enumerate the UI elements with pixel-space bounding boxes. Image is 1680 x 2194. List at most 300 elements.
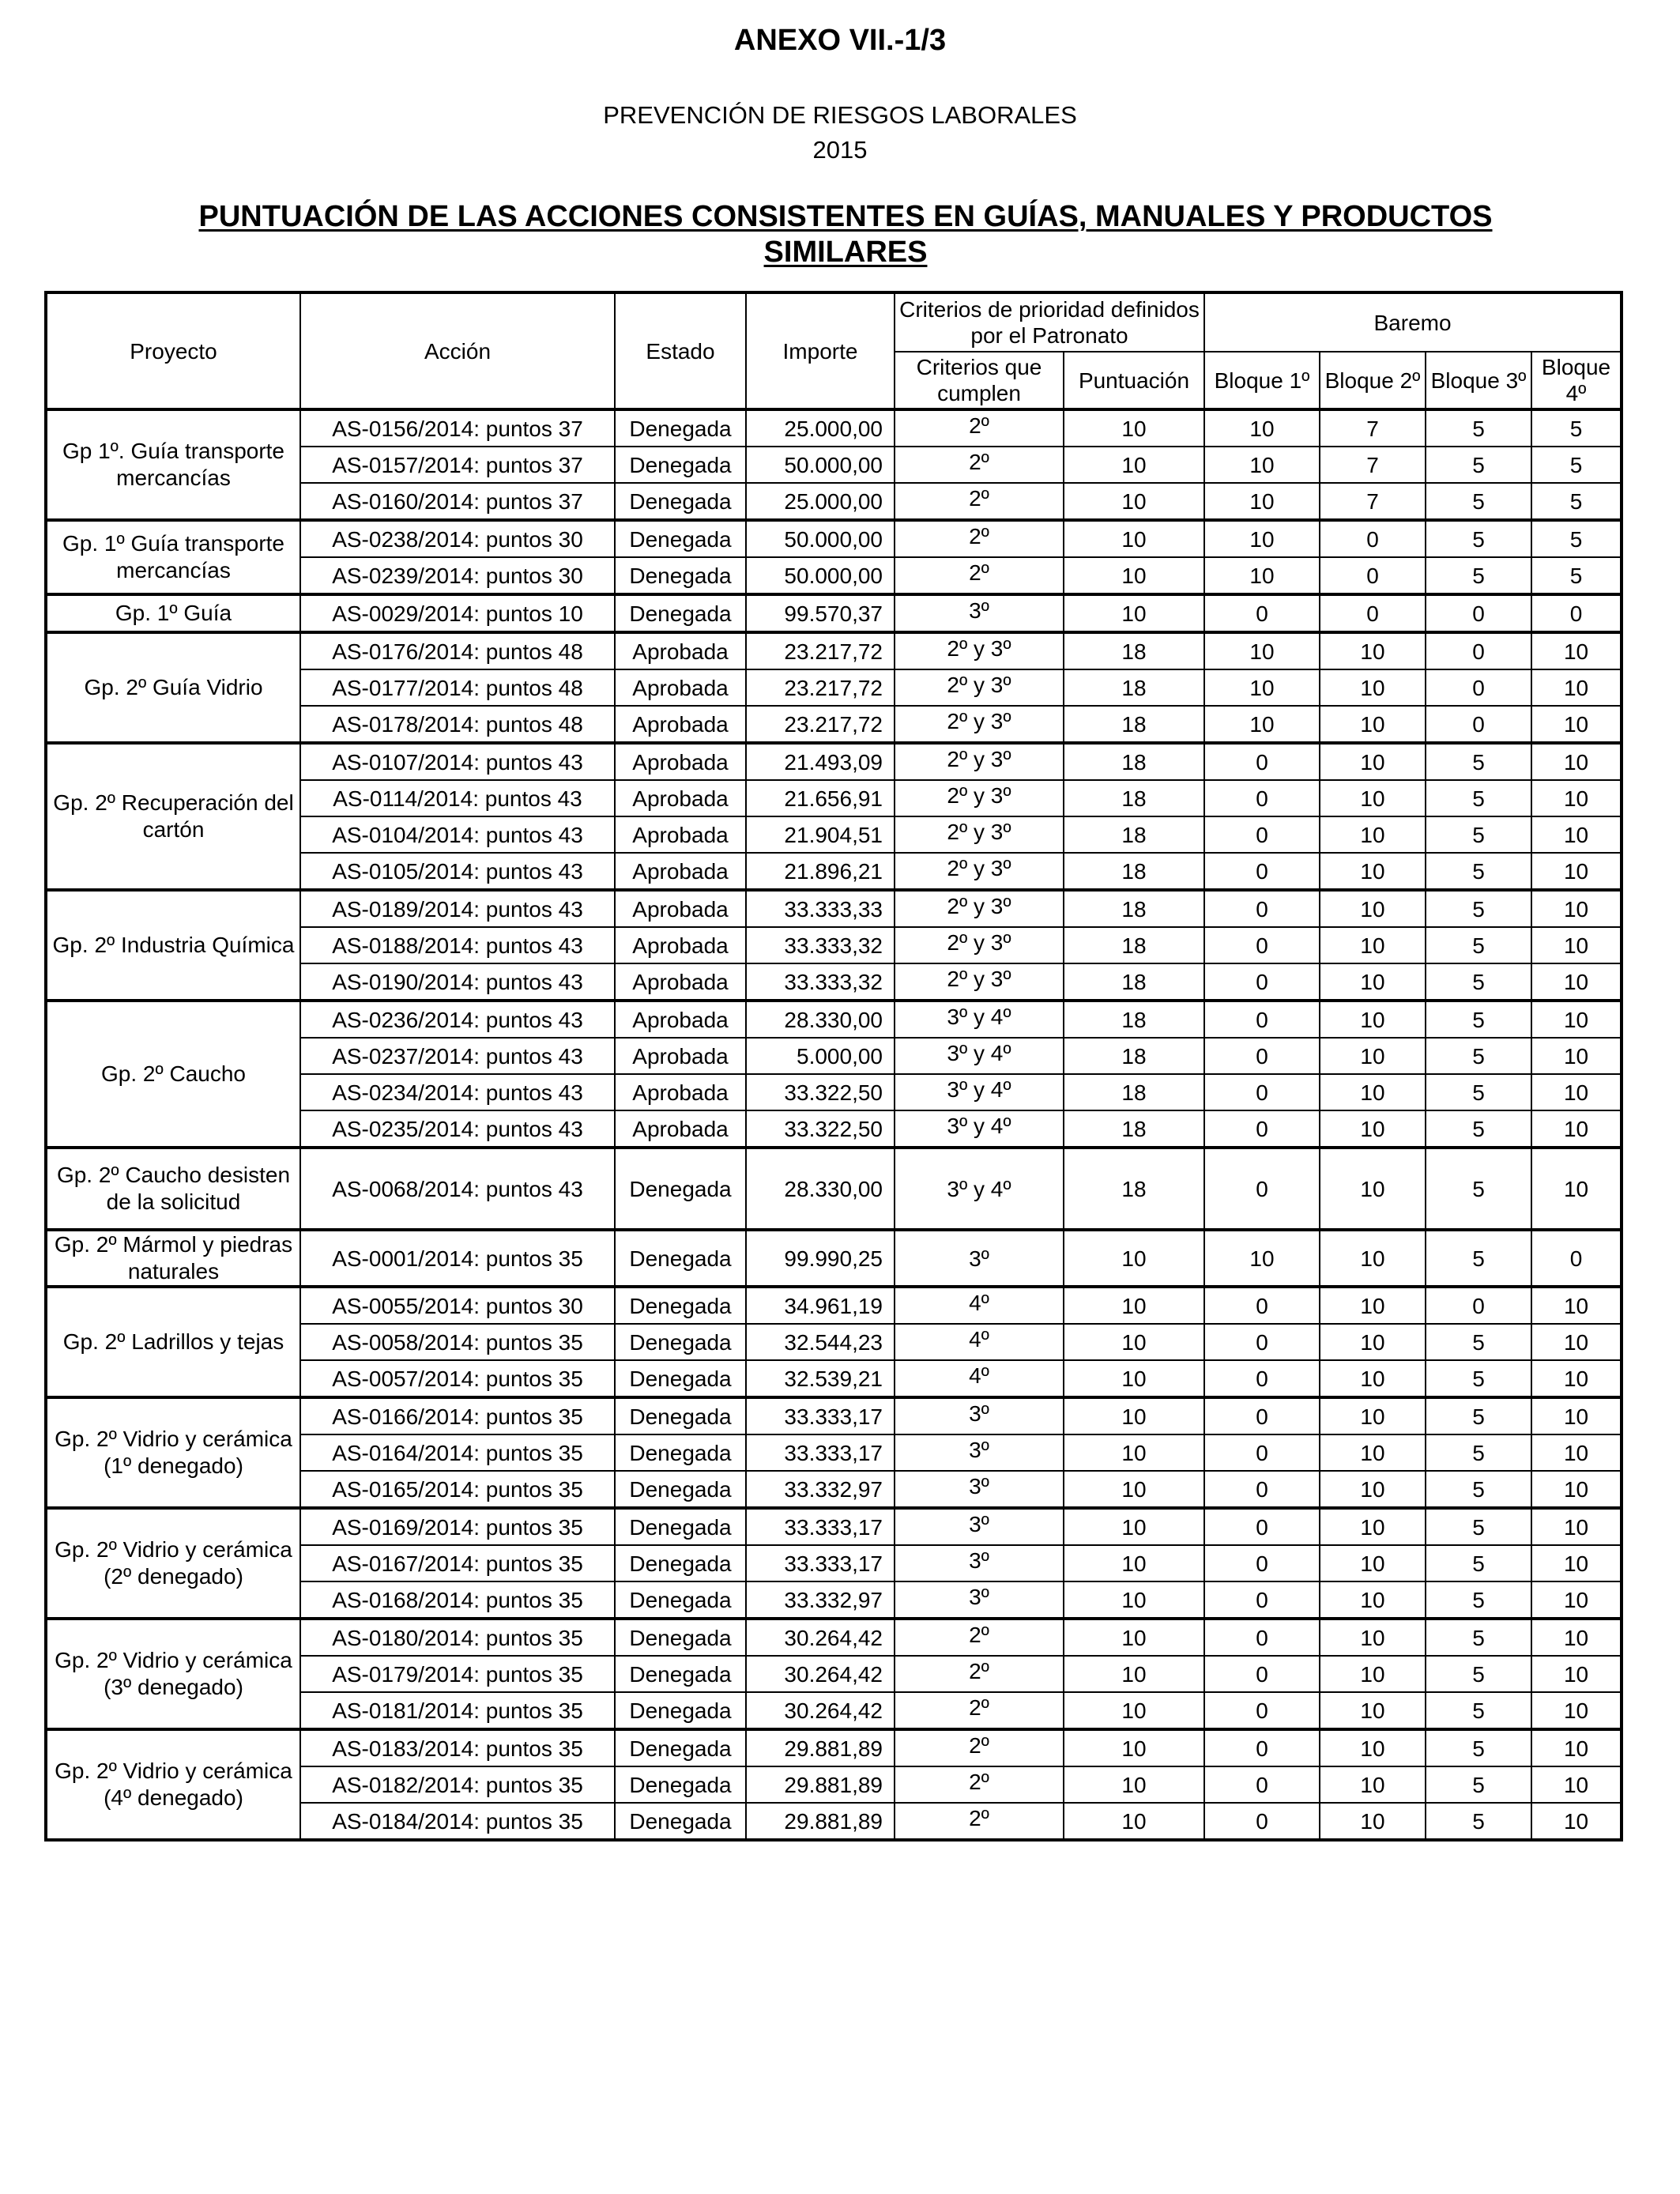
table-row: [46, 520, 1622, 557]
cell-importe: 33.333,32: [746, 927, 895, 963]
cell-importe: 25.000,00: [746, 483, 895, 520]
cell-bloque-4: 5: [1531, 520, 1622, 557]
cell-accion: AS-0157/2014: puntos 37: [300, 447, 615, 483]
cell-bloque-1: 0: [1204, 816, 1320, 853]
cell-criterios: 2º y 3º: [895, 669, 1064, 706]
cell-bloque-3: 5: [1426, 1692, 1531, 1729]
cell-bloque-1: 10: [1204, 520, 1320, 557]
cell-criterios: 2º y 3º: [895, 743, 1064, 780]
cell-importe: 29.881,89: [746, 1729, 895, 1766]
cell-estado: Aprobada: [615, 743, 746, 780]
header-criterios-group: Criterios de prioridad definidos por el Patronato: [895, 292, 1204, 352]
cell-bloque-1: 0: [1204, 1508, 1320, 1545]
cell-accion: AS-0156/2014: puntos 37: [300, 409, 615, 447]
cell-bloque-2: 10: [1320, 1287, 1426, 1324]
table-row: [46, 632, 1622, 669]
cell-importe: 30.264,42: [746, 1619, 895, 1656]
cell-bloque-3: 5: [1426, 1434, 1531, 1471]
cell-bloque-4: 10: [1531, 1434, 1622, 1471]
cell-bloque-3: 5: [1426, 1074, 1531, 1110]
cell-importe: 33.333,17: [746, 1508, 895, 1545]
cell-bloque-3: 5: [1426, 1656, 1531, 1692]
cell-bloque-3: 5: [1426, 1110, 1531, 1148]
cell-bloque-2: 10: [1320, 1803, 1426, 1840]
cell-puntuacion: 10: [1064, 1619, 1204, 1656]
cell-puntuacion: 10: [1064, 1324, 1204, 1360]
cell-proyecto: Gp. 2º Ladrillos y tejas: [46, 1287, 300, 1397]
cell-bloque-4: 10: [1531, 1581, 1622, 1619]
cell-importe: 50.000,00: [746, 557, 895, 594]
cell-bloque-3: 5: [1426, 483, 1531, 520]
cell-bloque-2: 10: [1320, 1001, 1426, 1038]
cell-bloque-2: 10: [1320, 890, 1426, 927]
cell-bloque-4: 10: [1531, 1508, 1622, 1545]
cell-importe: 21.493,09: [746, 743, 895, 780]
cell-bloque-2: 10: [1320, 1508, 1426, 1545]
cell-criterios: 2º: [895, 1803, 1064, 1840]
cell-bloque-1: 10: [1204, 706, 1320, 743]
cell-bloque-4: 0: [1531, 594, 1622, 632]
cell-bloque-1: 0: [1204, 963, 1320, 1001]
cell-criterios: 3º y 4º: [895, 1148, 1064, 1230]
cell-estado: Aprobada: [615, 1110, 746, 1148]
cell-criterios: 2º y 3º: [895, 963, 1064, 1001]
table-row: [46, 743, 1622, 780]
cell-accion: AS-0107/2014: puntos 43: [300, 743, 615, 780]
cell-accion: AS-0176/2014: puntos 48: [300, 632, 615, 669]
cell-estado: Denegada: [615, 1766, 746, 1803]
cell-estado: Denegada: [615, 1287, 746, 1324]
cell-bloque-3: 5: [1426, 1230, 1531, 1287]
cell-accion: AS-0178/2014: puntos 48: [300, 706, 615, 743]
cell-bloque-2: 10: [1320, 853, 1426, 890]
cell-accion: AS-0234/2014: puntos 43: [300, 1074, 615, 1110]
cell-bloque-1: 10: [1204, 669, 1320, 706]
cell-importe: 29.881,89: [746, 1803, 895, 1840]
cell-bloque-3: 5: [1426, 743, 1531, 780]
cell-bloque-4: 10: [1531, 853, 1622, 890]
cell-importe: 34.961,19: [746, 1287, 895, 1324]
cell-bloque-2: 10: [1320, 963, 1426, 1001]
cell-bloque-2: 10: [1320, 1148, 1426, 1230]
cell-puntuacion: 18: [1064, 780, 1204, 816]
cell-bloque-4: 10: [1531, 1397, 1622, 1434]
cell-estado: Aprobada: [615, 1038, 746, 1074]
cell-estado: Denegada: [615, 1324, 746, 1360]
cell-bloque-2: 10: [1320, 1038, 1426, 1074]
cell-estado: Denegada: [615, 1434, 746, 1471]
cell-bloque-1: 10: [1204, 447, 1320, 483]
cell-bloque-3: 5: [1426, 927, 1531, 963]
cell-bloque-1: 0: [1204, 594, 1320, 632]
cell-proyecto: Gp. 2º Recuperación del cartón: [46, 743, 300, 890]
cell-importe: 28.330,00: [746, 1148, 895, 1230]
cell-bloque-1: 0: [1204, 1471, 1320, 1508]
cell-accion: AS-0160/2014: puntos 37: [300, 483, 615, 520]
cell-estado: Denegada: [615, 1656, 746, 1692]
cell-bloque-3: 5: [1426, 1001, 1531, 1038]
cell-importe: 33.333,17: [746, 1545, 895, 1581]
cell-bloque-3: 5: [1426, 1545, 1531, 1581]
cell-importe: 33.333,17: [746, 1397, 895, 1434]
cell-bloque-3: 5: [1426, 447, 1531, 483]
cell-bloque-4: 10: [1531, 1766, 1622, 1803]
cell-criterios: 4º: [895, 1287, 1064, 1324]
cell-puntuacion: 10: [1064, 1581, 1204, 1619]
cell-importe: 32.544,23: [746, 1324, 895, 1360]
cell-bloque-4: 10: [1531, 1001, 1622, 1038]
cell-estado: Aprobada: [615, 1001, 746, 1038]
cell-accion: AS-0166/2014: puntos 35: [300, 1397, 615, 1434]
cell-criterios: 3º: [895, 1581, 1064, 1619]
cell-bloque-3: 5: [1426, 816, 1531, 853]
cell-accion: AS-0237/2014: puntos 43: [300, 1038, 615, 1074]
cell-importe: 5.000,00: [746, 1038, 895, 1074]
cell-accion: AS-0181/2014: puntos 35: [300, 1692, 615, 1729]
cell-criterios: 2º: [895, 1656, 1064, 1692]
cell-criterios: 3º y 4º: [895, 1038, 1064, 1074]
cell-bloque-4: 10: [1531, 1324, 1622, 1360]
cell-accion: AS-0105/2014: puntos 43: [300, 853, 615, 890]
cell-importe: 32.539,21: [746, 1360, 895, 1397]
cell-accion: AS-0165/2014: puntos 35: [300, 1471, 615, 1508]
cell-puntuacion: 10: [1064, 594, 1204, 632]
cell-bloque-3: 5: [1426, 890, 1531, 927]
cell-bloque-3: 5: [1426, 1803, 1531, 1840]
cell-criterios: 3º y 4º: [895, 1001, 1064, 1038]
cell-accion: AS-0169/2014: puntos 35: [300, 1508, 615, 1545]
cell-bloque-1: 0: [1204, 1148, 1320, 1230]
cell-estado: Denegada: [615, 1581, 746, 1619]
cell-bloque-1: 0: [1204, 1803, 1320, 1840]
cell-importe: 33.333,17: [746, 1434, 895, 1471]
annex-title: ANEXO VII.-1/3: [733, 24, 947, 57]
cell-puntuacion: 18: [1064, 1038, 1204, 1074]
cell-bloque-1: 0: [1204, 1692, 1320, 1729]
cell-estado: Aprobada: [615, 853, 746, 890]
cell-criterios: 3º: [895, 1230, 1064, 1287]
cell-importe: 33.332,97: [746, 1471, 895, 1508]
table-row: [46, 1397, 1622, 1434]
cell-accion: AS-0190/2014: puntos 43: [300, 963, 615, 1001]
cell-bloque-4: 10: [1531, 706, 1622, 743]
cell-bloque-1: 0: [1204, 890, 1320, 927]
cell-proyecto: Gp. 2º Industria Química: [46, 890, 300, 1001]
cell-bloque-1: 0: [1204, 1324, 1320, 1360]
cell-bloque-4: 5: [1531, 557, 1622, 594]
cell-estado: Aprobada: [615, 890, 746, 927]
cell-bloque-1: 0: [1204, 1360, 1320, 1397]
cell-bloque-4: 10: [1531, 1656, 1622, 1692]
cell-bloque-4: 10: [1531, 1074, 1622, 1110]
cell-puntuacion: 10: [1064, 483, 1204, 520]
cell-estado: Aprobada: [615, 927, 746, 963]
cell-accion: AS-0179/2014: puntos 35: [300, 1656, 615, 1692]
cell-bloque-4: 10: [1531, 743, 1622, 780]
cell-bloque-2: 10: [1320, 1545, 1426, 1581]
cell-estado: Aprobada: [615, 780, 746, 816]
cell-bloque-4: 10: [1531, 632, 1622, 669]
cell-bloque-4: 10: [1531, 669, 1622, 706]
table-row: [46, 409, 1622, 447]
cell-criterios: 4º: [895, 1324, 1064, 1360]
cell-bloque-2: 10: [1320, 1110, 1426, 1148]
cell-bloque-4: 10: [1531, 963, 1622, 1001]
cell-proyecto: Gp. 2º Guía Vidrio: [46, 632, 300, 743]
cell-accion: AS-0182/2014: puntos 35: [300, 1766, 615, 1803]
cell-accion: AS-0235/2014: puntos 43: [300, 1110, 615, 1148]
cell-bloque-3: 0: [1426, 669, 1531, 706]
cell-puntuacion: 18: [1064, 1148, 1204, 1230]
table-row: [46, 594, 1622, 632]
header-bloque-2: Bloque 2º: [1320, 352, 1426, 409]
cell-proyecto: Gp. 2º Vidrio y cerámica (2º denegado): [46, 1508, 300, 1619]
cell-criterios: 2º y 3º: [895, 927, 1064, 963]
cell-estado: Aprobada: [615, 1074, 746, 1110]
cell-puntuacion: 18: [1064, 1074, 1204, 1110]
cell-accion: AS-0104/2014: puntos 43: [300, 816, 615, 853]
cell-bloque-1: 10: [1204, 632, 1320, 669]
cell-bloque-2: 10: [1320, 1692, 1426, 1729]
cell-puntuacion: 18: [1064, 743, 1204, 780]
cell-importe: 99.570,37: [746, 594, 895, 632]
cell-bloque-1: 0: [1204, 1287, 1320, 1324]
cell-accion: AS-0057/2014: puntos 35: [300, 1360, 615, 1397]
table-body: [46, 409, 1622, 1840]
cell-criterios: 2º: [895, 1766, 1064, 1803]
cell-importe: 99.990,25: [746, 1230, 895, 1287]
cell-bloque-1: 0: [1204, 743, 1320, 780]
cell-proyecto: Gp. 1º Guía: [46, 594, 300, 632]
cell-bloque-2: 10: [1320, 1397, 1426, 1434]
cell-importe: 21.904,51: [746, 816, 895, 853]
cell-criterios: 2º: [895, 1619, 1064, 1656]
table-row: [46, 1619, 1622, 1656]
cell-puntuacion: 18: [1064, 706, 1204, 743]
cell-bloque-4: 10: [1531, 1038, 1622, 1074]
cell-criterios: 4º: [895, 1360, 1064, 1397]
table-heading: PUNTUACIÓN DE LAS ACCIONES CONSISTENTES EN GUÍAS, MANUALES Y PRODUCTOS SIMILARES: [198, 200, 1493, 269]
cell-importe: 30.264,42: [746, 1692, 895, 1729]
cell-puntuacion: 10: [1064, 1230, 1204, 1287]
cell-estado: Denegada: [615, 557, 746, 594]
cell-criterios: 3º: [895, 1434, 1064, 1471]
cell-bloque-4: 10: [1531, 780, 1622, 816]
cell-accion: AS-0180/2014: puntos 35: [300, 1619, 615, 1656]
cell-bloque-3: 0: [1426, 1287, 1531, 1324]
cell-bloque-4: 10: [1531, 1110, 1622, 1148]
cell-bloque-2: 10: [1320, 1074, 1426, 1110]
cell-bloque-4: 10: [1531, 1803, 1622, 1840]
cell-bloque-3: 5: [1426, 1766, 1531, 1803]
cell-bloque-2: 10: [1320, 1581, 1426, 1619]
cell-estado: Denegada: [615, 447, 746, 483]
cell-puntuacion: 10: [1064, 1692, 1204, 1729]
cell-criterios: 2º: [895, 409, 1064, 447]
cell-bloque-1: 0: [1204, 1766, 1320, 1803]
cell-importe: 33.333,32: [746, 963, 895, 1001]
cell-bloque-3: 5: [1426, 1148, 1531, 1230]
cell-bloque-3: 5: [1426, 1619, 1531, 1656]
cell-bloque-2: 7: [1320, 483, 1426, 520]
cell-bloque-1: 0: [1204, 927, 1320, 963]
scores-table: [44, 291, 1623, 1842]
cell-puntuacion: 10: [1064, 1766, 1204, 1803]
cell-estado: Denegada: [615, 1803, 746, 1840]
cell-importe: 50.000,00: [746, 447, 895, 483]
cell-proyecto: Gp 1º. Guía transporte mercancías: [46, 409, 300, 520]
cell-criterios: 3º y 4º: [895, 1110, 1064, 1148]
cell-accion: AS-0068/2014: puntos 43: [300, 1148, 615, 1230]
cell-bloque-4: 10: [1531, 1729, 1622, 1766]
cell-bloque-2: 10: [1320, 816, 1426, 853]
header-baremo: Baremo: [1204, 292, 1622, 352]
table-row: [46, 1001, 1622, 1038]
cell-bloque-1: 0: [1204, 1074, 1320, 1110]
cell-bloque-1: 0: [1204, 1545, 1320, 1581]
cell-bloque-2: 10: [1320, 1434, 1426, 1471]
cell-bloque-4: 10: [1531, 1692, 1622, 1729]
cell-bloque-1: 0: [1204, 1038, 1320, 1074]
cell-puntuacion: 10: [1064, 1434, 1204, 1471]
cell-bloque-2: 10: [1320, 1471, 1426, 1508]
cell-proyecto: Gp. 1º Guía transporte mercancías: [46, 520, 300, 594]
cell-puntuacion: 18: [1064, 669, 1204, 706]
cell-estado: Denegada: [615, 1619, 746, 1656]
cell-criterios: 3º: [895, 1545, 1064, 1581]
cell-puntuacion: 10: [1064, 1287, 1204, 1324]
cell-bloque-1: 0: [1204, 1656, 1320, 1692]
cell-importe: 23.217,72: [746, 632, 895, 669]
cell-bloque-1: 10: [1204, 483, 1320, 520]
header-bloque-3: Bloque 3º: [1426, 352, 1531, 409]
cell-bloque-2: 10: [1320, 1360, 1426, 1397]
cell-bloque-2: 10: [1320, 927, 1426, 963]
cell-estado: Denegada: [615, 1230, 746, 1287]
cell-estado: Aprobada: [615, 706, 746, 743]
cell-puntuacion: 18: [1064, 963, 1204, 1001]
cell-importe: 50.000,00: [746, 520, 895, 557]
cell-importe: 21.896,21: [746, 853, 895, 890]
cell-bloque-4: 5: [1531, 447, 1622, 483]
cell-bloque-4: 10: [1531, 927, 1622, 963]
cell-accion: AS-0236/2014: puntos 43: [300, 1001, 615, 1038]
cell-bloque-3: 5: [1426, 853, 1531, 890]
cell-bloque-1: 0: [1204, 1001, 1320, 1038]
cell-bloque-1: 0: [1204, 1619, 1320, 1656]
cell-puntuacion: 10: [1064, 1656, 1204, 1692]
cell-criterios: 2º: [895, 557, 1064, 594]
cell-accion: AS-0238/2014: puntos 30: [300, 520, 615, 557]
cell-criterios: 2º y 3º: [895, 780, 1064, 816]
cell-bloque-2: 10: [1320, 1729, 1426, 1766]
header-importe: Importe: [746, 292, 895, 409]
cell-importe: 21.656,91: [746, 780, 895, 816]
cell-accion: AS-0055/2014: puntos 30: [300, 1287, 615, 1324]
cell-bloque-1: 0: [1204, 1729, 1320, 1766]
cell-bloque-1: 10: [1204, 1230, 1320, 1287]
cell-criterios: 2º y 3º: [895, 632, 1064, 669]
cell-puntuacion: 10: [1064, 1397, 1204, 1434]
cell-bloque-3: 5: [1426, 1471, 1531, 1508]
cell-criterios: 2º y 3º: [895, 706, 1064, 743]
cell-bloque-4: 10: [1531, 1619, 1622, 1656]
cell-bloque-4: 10: [1531, 1148, 1622, 1230]
cell-bloque-2: 10: [1320, 1656, 1426, 1692]
cell-puntuacion: 10: [1064, 520, 1204, 557]
cell-proyecto: Gp. 2º Vidrio y cerámica (1º denegado): [46, 1397, 300, 1508]
cell-accion: AS-0114/2014: puntos 43: [300, 780, 615, 816]
cell-puntuacion: 18: [1064, 1110, 1204, 1148]
table-row: [46, 1287, 1622, 1324]
cell-bloque-3: 5: [1426, 780, 1531, 816]
document-year: 2015: [812, 136, 868, 164]
header-estado: Estado: [615, 292, 746, 409]
cell-estado: Denegada: [615, 1545, 746, 1581]
cell-bloque-3: 0: [1426, 706, 1531, 743]
cell-bloque-3: 5: [1426, 409, 1531, 447]
cell-bloque-1: 0: [1204, 780, 1320, 816]
cell-importe: 30.264,42: [746, 1656, 895, 1692]
cell-estado: Denegada: [615, 1692, 746, 1729]
cell-importe: 29.881,89: [746, 1766, 895, 1803]
header-bloque-1: Bloque 1º: [1204, 352, 1320, 409]
cell-bloque-2: 10: [1320, 1766, 1426, 1803]
cell-bloque-4: 5: [1531, 483, 1622, 520]
cell-estado: Denegada: [615, 1508, 746, 1545]
cell-bloque-2: 10: [1320, 1230, 1426, 1287]
cell-bloque-1: 0: [1204, 1397, 1320, 1434]
table-row: [46, 890, 1622, 927]
cell-bloque-2: 10: [1320, 706, 1426, 743]
cell-puntuacion: 18: [1064, 1001, 1204, 1038]
cell-bloque-2: 10: [1320, 1619, 1426, 1656]
cell-puntuacion: 18: [1064, 927, 1204, 963]
cell-puntuacion: 10: [1064, 409, 1204, 447]
cell-puntuacion: 10: [1064, 1508, 1204, 1545]
header-criterios-que-cumplen: Criterios que cumplen: [895, 352, 1064, 409]
cell-bloque-2: 10: [1320, 1324, 1426, 1360]
cell-proyecto: Gp. 2º Vidrio y cerámica (4º denegado): [46, 1729, 300, 1840]
cell-puntuacion: 10: [1064, 557, 1204, 594]
cell-bloque-3: 0: [1426, 594, 1531, 632]
cell-puntuacion: 10: [1064, 447, 1204, 483]
document-subtitle: PREVENCIÓN DE RIESGOS LABORALES: [603, 101, 1077, 129]
cell-bloque-2: 7: [1320, 447, 1426, 483]
cell-criterios: 2º: [895, 520, 1064, 557]
cell-importe: 23.217,72: [746, 706, 895, 743]
cell-estado: Aprobada: [615, 632, 746, 669]
cell-importe: 28.330,00: [746, 1001, 895, 1038]
cell-importe: 33.322,50: [746, 1110, 895, 1148]
cell-criterios: 2º: [895, 447, 1064, 483]
cell-bloque-3: 5: [1426, 1324, 1531, 1360]
cell-accion: AS-0001/2014: puntos 35: [300, 1230, 615, 1287]
cell-bloque-1: 0: [1204, 1434, 1320, 1471]
cell-criterios: 2º y 3º: [895, 853, 1064, 890]
cell-puntuacion: 10: [1064, 1360, 1204, 1397]
table-row: [46, 1729, 1622, 1766]
cell-bloque-4: 10: [1531, 816, 1622, 853]
cell-bloque-2: 0: [1320, 520, 1426, 557]
cell-bloque-2: 10: [1320, 743, 1426, 780]
cell-puntuacion: 18: [1064, 632, 1204, 669]
cell-bloque-1: 0: [1204, 853, 1320, 890]
cell-estado: Denegada: [615, 520, 746, 557]
cell-criterios: 3º: [895, 1508, 1064, 1545]
cell-proyecto: Gp. 2º Vidrio y cerámica (3º denegado): [46, 1619, 300, 1729]
cell-bloque-3: 5: [1426, 557, 1531, 594]
